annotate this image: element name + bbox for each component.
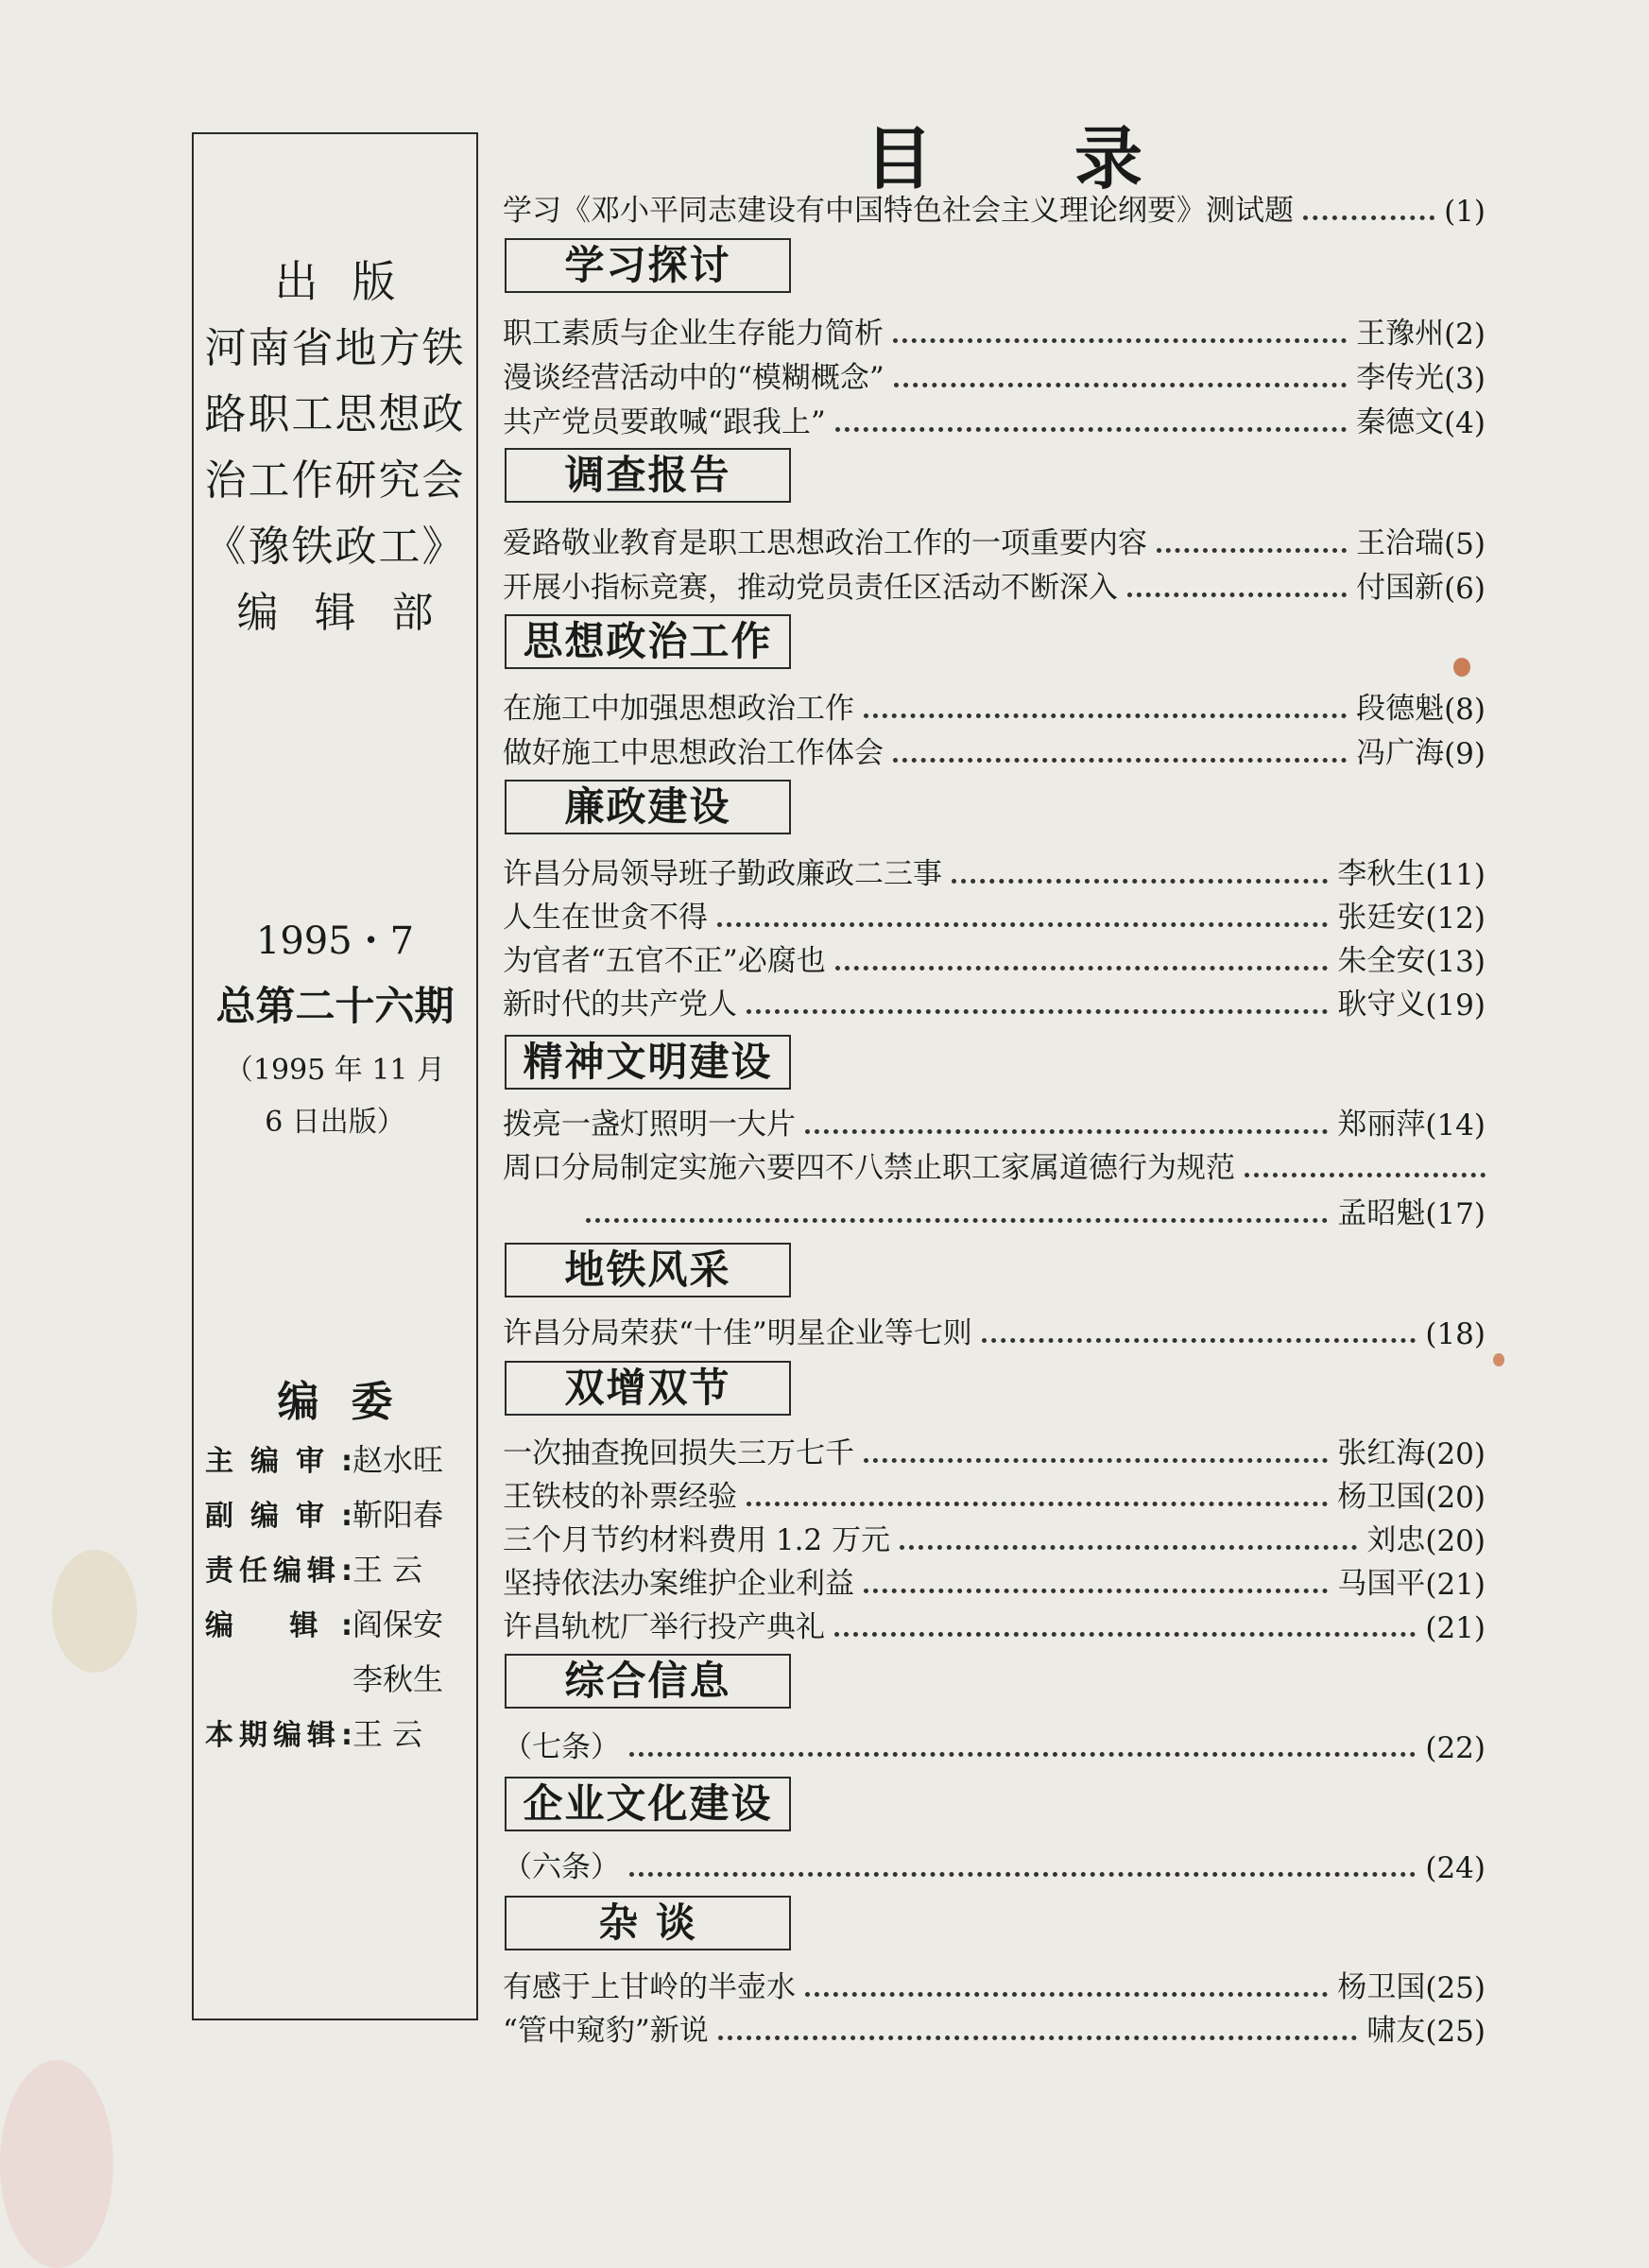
org-line: 治工作研究会 (204, 456, 466, 505)
entry-page: (19) (1425, 988, 1486, 1022)
entry-page: (8) (1444, 693, 1486, 727)
toc-entry[interactable] (503, 1726, 1486, 1765)
entry-page: (1) (1444, 195, 1486, 229)
toc-entry[interactable] (503, 1966, 1486, 2005)
leader-dots (900, 1545, 1357, 1550)
entry-page: (20) (1425, 1481, 1486, 1515)
entry-author: 郑丽萍 (1337, 1108, 1426, 1142)
toc-entry[interactable] (503, 896, 1486, 936)
entry-author: 耿守义 (1337, 988, 1426, 1022)
toc-entry[interactable] (503, 401, 1486, 440)
toc-entry[interactable] (503, 939, 1486, 979)
leader-dots (717, 922, 1328, 927)
entry-title: 爱路敬业教育是职工思想政治工作的一项重要内容 (503, 526, 1147, 560)
paper-stain (1493, 1353, 1504, 1366)
toc-entry[interactable] (503, 983, 1486, 1022)
entry-page: (14) (1425, 1108, 1486, 1143)
staff-row (205, 1710, 422, 1754)
staff-name: 王 云 (352, 1552, 423, 1588)
entry-page: (13) (1425, 945, 1486, 979)
entry-title: 漫谈经营活动中的“模糊概念” (503, 361, 885, 395)
toc-title: 目录 (865, 119, 1285, 198)
publication-date: （1995 年 11 月 (224, 1054, 446, 1087)
leader-dots (952, 879, 1328, 884)
leader-dots (894, 383, 1347, 387)
entry-title: 有感于上甘岭的半壶水 (503, 1970, 796, 2004)
toc-entry[interactable] (503, 566, 1486, 606)
toc-entry-wrap[interactable] (503, 1146, 1486, 1186)
entry-page: (4) (1444, 406, 1486, 440)
toc-entry[interactable] (503, 1519, 1486, 1558)
entry-page: (21) (1425, 1568, 1486, 1602)
entry-author: 段德魁 (1356, 692, 1445, 726)
leader-dots (834, 1632, 1416, 1637)
entry-page: (22) (1425, 1731, 1486, 1765)
toc-entry[interactable] (503, 1432, 1486, 1471)
leader-dots (835, 966, 1329, 971)
entry-page: (9) (1444, 737, 1486, 771)
entry-page: (12) (1425, 902, 1486, 936)
leader-dots (893, 338, 1347, 343)
toc-entry-continuation[interactable] (586, 1192, 1486, 1231)
toc-entry[interactable] (503, 687, 1486, 727)
entry-author: 啸友 (1366, 2014, 1426, 2048)
entry-author: 刘忠 (1366, 1523, 1426, 1557)
section-header: 双增双节 (505, 1361, 791, 1416)
entry-author: 王洽瑞 (1356, 526, 1445, 560)
section-header: 廉政建设 (505, 780, 791, 834)
paper-stain (52, 1550, 137, 1673)
org-line: 《豫铁政工》 (204, 523, 466, 571)
entry-title: 为官者“五官不正”必腐也 (503, 944, 826, 978)
toc-entry[interactable] (503, 1312, 1486, 1351)
entry-author: 朱全安 (1337, 944, 1426, 978)
entry-title: 一次抽查挽回损失三万七千 (503, 1436, 854, 1470)
staff-name: 王 云 (352, 1716, 423, 1752)
entry-page: (5) (1444, 527, 1486, 561)
entry-title: 职工素质与企业生存能力简析 (503, 317, 884, 351)
staff-name: 赵水旺 (352, 1442, 444, 1478)
staff-role: 编 辑: (205, 1609, 352, 1642)
entry-page: (6) (1444, 572, 1486, 606)
section-header: 调查报告 (505, 448, 791, 503)
staff-name: 李秋生 (352, 1661, 444, 1697)
staff-row (205, 1656, 443, 1699)
staff-row (205, 1601, 443, 1644)
entry-page: (21) (1425, 1611, 1486, 1645)
entry-title: 王铁枝的补票经验 (503, 1480, 737, 1514)
toc-entry[interactable] (503, 2009, 1486, 2049)
staff-row (205, 1546, 422, 1589)
leader-dots (893, 758, 1347, 763)
entry-title: 人生在世贪不得 (503, 901, 708, 935)
entry-title: 坚持依法办案维护企业利益 (503, 1567, 854, 1601)
section-header: 杂 谈 (505, 1896, 791, 1950)
entry-title: 共产党员要敢喊“跟我上” (503, 405, 826, 439)
staff-name: 阎保安 (352, 1606, 444, 1642)
entry-page: (3) (1444, 362, 1486, 396)
toc-entry[interactable] (503, 1475, 1486, 1515)
section-header: 学习探讨 (505, 238, 791, 293)
leader-dots (982, 1338, 1417, 1343)
leader-dots (805, 1992, 1328, 1997)
org-line: 河南省地方铁 (204, 324, 466, 372)
leader-dots (629, 1752, 1416, 1757)
entry-author: 杨卫国 (1337, 1970, 1426, 2004)
leader-dots (1303, 215, 1434, 220)
entry-author: 杨卫国 (1337, 1480, 1426, 1514)
entry-page: (17) (1425, 1197, 1486, 1231)
toc-entry[interactable] (503, 189, 1486, 229)
leader-dots (747, 1502, 1328, 1506)
staff-role: 本期编辑: (205, 1719, 352, 1752)
section-header: 综合信息 (505, 1654, 791, 1709)
paper-stain (1453, 658, 1470, 677)
entry-page: (25) (1425, 1971, 1486, 2005)
section-header: 企业文化建设 (505, 1777, 791, 1831)
entry-page: (2) (1444, 318, 1486, 352)
entry-author: 张廷安 (1337, 901, 1426, 935)
toc-entry[interactable] (503, 1846, 1486, 1885)
paper-stain (0, 2060, 113, 2268)
entry-author: 张红海 (1337, 1436, 1426, 1470)
entry-page: (24) (1425, 1851, 1486, 1885)
entry-author: 马国平 (1337, 1567, 1426, 1601)
section-header: 精神文明建设 (505, 1035, 791, 1090)
entry-page: (18) (1425, 1317, 1486, 1351)
entry-title: 在施工中加强思想政治工作 (503, 692, 854, 726)
staff-name: 靳阳春 (352, 1497, 444, 1533)
org-line: 路职工思想政 (204, 390, 466, 438)
entry-title: 三个月节约材料费用 1.2 万元 (503, 1523, 891, 1557)
section-header: 地铁风采 (505, 1243, 791, 1297)
entry-title: 拨亮一盏灯照明一大片 (503, 1108, 796, 1142)
toc-entry[interactable] (503, 522, 1486, 561)
toc-entry[interactable] (503, 312, 1486, 352)
entry-page: (20) (1425, 1524, 1486, 1558)
entry-title: 新时代的共产党人 (503, 988, 737, 1022)
leader-dots (718, 2036, 1358, 2040)
staff-row (205, 1436, 443, 1480)
entry-author: 付国新 (1356, 571, 1445, 605)
masthead-box (192, 132, 478, 2020)
toc-entry[interactable] (503, 1562, 1486, 1602)
issue-number: 总第二十六期 (215, 983, 455, 1029)
leader-dots (586, 1218, 1328, 1223)
leader-dots (864, 1458, 1328, 1463)
entry-title: 开展小指标竞赛，推动党员责任区活动不断深入 (503, 571, 1118, 605)
entry-page: (20) (1425, 1437, 1486, 1471)
leader-dots (1157, 548, 1347, 553)
entry-author: 冯广海 (1356, 736, 1445, 770)
dept-label: 编辑部 (236, 589, 470, 637)
entry-title: 许昌分局领导班子勤政廉政二三事 (503, 857, 942, 891)
entry-title: 许昌分局荣获“十佳”明星企业等七则 (503, 1316, 972, 1350)
staff-role: 主编审: (205, 1445, 352, 1478)
leader-dots (864, 1589, 1328, 1593)
entry-author: 李传光 (1356, 361, 1445, 395)
entry-title: “管中窥豹”新说 (503, 2014, 709, 2048)
entry-title: 周口分局制定实施六要四不八禁止职工家属道德行为规范 (503, 1151, 1235, 1185)
leader-dots (835, 427, 1347, 432)
leader-dots (864, 713, 1347, 718)
staff-role: 责任编辑: (205, 1555, 352, 1588)
publish-label: 出版 (274, 256, 430, 307)
entry-page: (11) (1425, 858, 1486, 892)
board-label: 编委 (277, 1378, 425, 1426)
toc-entry[interactable] (503, 356, 1486, 396)
leader-dots (805, 1129, 1328, 1134)
toc-entry[interactable] (503, 1103, 1486, 1143)
toc-entry[interactable] (503, 731, 1486, 771)
entry-author: 李秋生 (1337, 857, 1426, 891)
entry-title: （六条） (503, 1850, 620, 1884)
entry-title: 许昌轨枕厂举行投产典礼 (503, 1610, 825, 1644)
entry-title: 做好施工中思想政治工作体会 (503, 736, 884, 770)
publication-date: 6 日出版） (265, 1106, 405, 1139)
entry-page: (25) (1425, 2015, 1486, 2049)
leader-dots (629, 1872, 1416, 1877)
entry-author: 王豫州 (1356, 317, 1445, 351)
leader-dots (1127, 593, 1347, 597)
staff-row (205, 1491, 443, 1535)
toc-entry[interactable] (503, 1606, 1486, 1645)
toc-entry[interactable] (503, 852, 1486, 892)
entry-author: 孟昭魁 (1337, 1196, 1426, 1230)
staff-role: 副编审: (205, 1500, 352, 1533)
leader-dots (1245, 1173, 1486, 1177)
entry-author: 秦德文 (1356, 405, 1445, 439)
section-header: 思想政治工作 (505, 614, 791, 669)
issue-date: 1995・7 (255, 919, 415, 963)
leader-dots (747, 1009, 1328, 1014)
entry-title: （七条） (503, 1730, 620, 1764)
entry-title: 学习《邓小平同志建设有中国特色社会主义理论纲要》测试题 (503, 194, 1294, 228)
